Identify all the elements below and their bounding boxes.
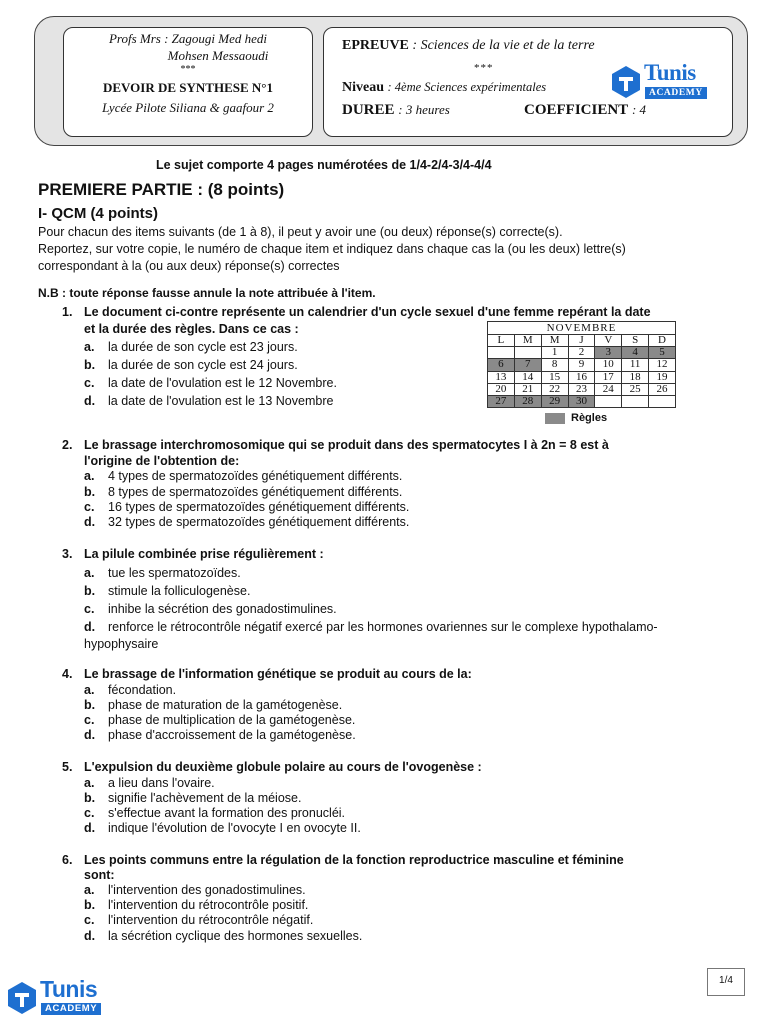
calendar-day: 25	[622, 383, 649, 395]
option-text: renforce le rétrocontrôle négatif exercé par les hormones ovariennes sur le complexe hypothalamo-	[108, 620, 658, 634]
coefficient-value: : 4	[631, 102, 647, 117]
calendar-day	[649, 395, 676, 407]
calendar-day: 24	[595, 383, 622, 395]
calendar-day: 11	[622, 359, 649, 371]
calendar-week	[488, 347, 676, 359]
tunis-academy-logo	[610, 62, 718, 104]
option-letter: c.	[84, 913, 95, 927]
option-text: stimule la folliculogenèse.	[108, 584, 251, 598]
option-letter: b.	[84, 898, 96, 912]
calendar-day-name: S	[622, 335, 649, 347]
calendar-day: 20	[488, 383, 515, 395]
calendar-day-name: J	[568, 335, 595, 347]
calendar-day-name: V	[595, 335, 622, 347]
niveau-value: : 4ème Sciences expérimentales	[387, 80, 547, 94]
option-letter: c.	[84, 500, 95, 514]
option-letter: a.	[84, 776, 95, 790]
option-text: 8 types de spermatozoïdes génétiquement différents.	[108, 485, 403, 499]
option-text: 4 types de spermatozoïdes génétiquement différents.	[108, 469, 403, 483]
epreuve-line	[342, 38, 595, 54]
option-text: phase d'accroissement de la gamétogenèse.	[108, 728, 356, 742]
option-letter: b.	[84, 485, 96, 499]
option-text: tue les spermatozoïdes.	[108, 566, 241, 580]
question-text-line: l'origine de l'obtention de:	[84, 454, 240, 468]
legend-label: Règles	[571, 412, 608, 424]
calendar-day	[488, 347, 515, 359]
calendar-day: 4	[622, 347, 649, 359]
calendar-day: 9	[568, 359, 595, 371]
question-number: 3.	[62, 547, 73, 561]
calendar-day: 23	[568, 383, 595, 395]
question-number: 4.	[62, 667, 73, 681]
calendar-day: 14	[514, 371, 541, 383]
option-text: la sécrétion cyclique des hormones sexuelles.	[108, 929, 363, 943]
logo-word: Tunis	[644, 60, 696, 85]
calendar-day-header	[488, 335, 676, 347]
question-number: 2.	[62, 438, 73, 452]
epreuve-label: EPREUVE	[342, 38, 409, 53]
question-text-line: Les points communs entre la régulation de la fonction reproductrice masculine et féminine	[84, 853, 624, 867]
calendar-day: 7	[514, 359, 541, 371]
question-text-line: sont:	[84, 868, 115, 882]
calendar-week	[488, 371, 676, 383]
calendar-day: 6	[488, 359, 515, 371]
niveau-line	[342, 80, 546, 96]
option-letter: b.	[84, 698, 96, 712]
calendar-day: 22	[541, 383, 568, 395]
page-number: 1/4	[707, 968, 745, 996]
question-text-line: Le brassage interchromosomique qui se produit dans des spermatocytes I à 2n = 8 est à	[84, 438, 609, 452]
calendar-month: NOVEMBRE	[487, 321, 676, 334]
option-letter: a.	[84, 340, 95, 354]
question-text-line: et la durée des règles. Dans ce cas :	[84, 322, 299, 336]
calendar-day: 8	[541, 359, 568, 371]
header-right-box	[323, 27, 733, 137]
option-letter: a.	[84, 566, 95, 580]
option-text: l'intervention du rétrocontrôle négatif.	[108, 913, 314, 927]
logo-mark-icon	[610, 64, 642, 100]
duree-value: : 3 heures	[398, 102, 450, 117]
calendar-day: 28	[514, 395, 541, 407]
calendar-day: 30	[568, 395, 595, 407]
calendar-day	[514, 347, 541, 359]
question-text-line: Le document ci-contre représente un calendrier d'un cycle sexuel d'une femme repérant la date	[84, 305, 651, 319]
calendar-day: 15	[541, 371, 568, 383]
epreuve-value: : Sciences de la vie et de la terre	[412, 38, 595, 53]
option-letter: c.	[84, 376, 95, 390]
option-text: la durée de son cycle est 23 jours.	[108, 340, 298, 354]
calendar-day: 16	[568, 371, 595, 383]
option-letter: d.	[84, 620, 96, 634]
option-letter: d.	[84, 821, 96, 835]
option-letter: d.	[84, 728, 96, 742]
header-stars: ***	[180, 64, 196, 75]
option-text: l'intervention des gonadostimulines.	[108, 883, 306, 897]
calendar-day: 26	[649, 383, 676, 395]
pages-note: Le sujet comporte 4 pages numérotées de 1/4-2/4-3/4-4/4	[156, 158, 492, 172]
calendar-day: 17	[595, 371, 622, 383]
option-text: indique l'évolution de l'ovocyte I en ovocyte II.	[108, 821, 361, 835]
calendar-week	[488, 383, 676, 395]
tunis-academy-footer-logo	[6, 978, 120, 1020]
option-letter: a.	[84, 683, 95, 697]
coefficient-label: COEFFICIENT	[524, 102, 629, 118]
exam-title: DEVOIR DE SYNTHESE N°1	[102, 80, 273, 95]
duree-label: DUREE	[342, 102, 395, 118]
option-text: inhibe la sécrétion des gonadostimulines.	[108, 602, 337, 616]
calendar-day: 18	[622, 371, 649, 383]
exam-header	[34, 16, 748, 146]
calendar-day: 3	[595, 347, 622, 359]
question-text-line: L'expulsion du deuxième globule polaire au cours de l'ovogenèse :	[84, 760, 482, 774]
option-text: s'effectue avant la formation des pronucléi.	[108, 806, 346, 820]
coefficient-line	[524, 102, 646, 119]
part-title: PREMIERE PARTIE : (8 points)	[38, 180, 285, 199]
calendar-week	[488, 359, 676, 371]
option-letter: b.	[84, 584, 96, 598]
option-text: 32 types de spermatozoïdes génétiquement différents.	[108, 515, 410, 529]
intro-line-1: Pour chacun des items suivants (de 1 à 8), il peut y avoir une (ou deux) réponse(s) correcte(s).	[38, 225, 563, 239]
legend-swatch	[545, 413, 565, 424]
option-text: signifie l'achèvement de la méiose.	[108, 791, 302, 805]
question-number: 1.	[62, 305, 73, 319]
calendar-day: 19	[649, 371, 676, 383]
intro-line-2: Reportez, sur votre copie, le numéro de chaque item et indiquez dans chaque cas la (ou les deux) lettre(s)	[38, 242, 626, 256]
option-text: fécondation.	[108, 683, 177, 697]
teachers-line-1: Profs Mrs : Zagougi Med hedi	[108, 31, 268, 46]
option-letter: d.	[84, 929, 96, 943]
option-letter: d.	[84, 394, 96, 408]
logo-subtitle: ACADEMY	[41, 1003, 101, 1015]
option-text: la date de l'ovulation est le 13 Novembre	[108, 394, 334, 408]
option-letter: b.	[84, 358, 96, 372]
calendar-day: 21	[514, 383, 541, 395]
header-left-box	[63, 27, 313, 137]
option-text: l'intervention du rétrocontrôle positif.	[108, 898, 309, 912]
option-letter: a.	[84, 469, 95, 483]
question-number: 5.	[62, 760, 73, 774]
option-letter: c.	[84, 602, 95, 616]
calendar-day: 27	[488, 395, 515, 407]
calendar-day	[622, 395, 649, 407]
calendar-day: 29	[541, 395, 568, 407]
question-text-line: Le brassage de l'information génétique se produit au cours de la:	[84, 667, 472, 681]
calendar-day-name: D	[649, 335, 676, 347]
option-letter: a.	[84, 883, 95, 897]
calendar-day: 1	[541, 347, 568, 359]
calendar-grid	[487, 334, 676, 408]
option-text: 16 types de spermatozoïdes génétiquement différents.	[108, 500, 410, 514]
calendar-day	[595, 395, 622, 407]
logo-mark-icon	[6, 980, 38, 1016]
option-text: la date de l'ovulation est le 12 Novembre.	[108, 376, 337, 390]
teachers-line-2: Mohsen Messaoudi	[167, 47, 269, 63]
calendar-day: 12	[649, 359, 676, 371]
calendar-day: 13	[488, 371, 515, 383]
duree-line	[342, 102, 450, 119]
calendar-week	[488, 395, 676, 407]
option-text: phase de multiplication de la gamétogenèse.	[108, 713, 356, 727]
option-letter: b.	[84, 791, 96, 805]
nb-note: N.B : toute réponse fausse annule la note attribuée à l'item.	[38, 286, 376, 300]
option-text: a lieu dans l'ovaire.	[108, 776, 215, 790]
calendar-day-name: M	[541, 335, 568, 347]
question-text-line: La pilule combinée prise régulièrement :	[84, 547, 324, 561]
option-letter: d.	[84, 515, 96, 529]
option-text-continuation: hypophysaire	[84, 637, 159, 651]
calendar-day-name: L	[488, 335, 515, 347]
calendar-day: 5	[649, 347, 676, 359]
calendar-day-name: M	[514, 335, 541, 347]
option-letter: c.	[84, 806, 95, 820]
option-text: la durée de son cycle est 24 jours.	[108, 358, 298, 372]
header-right-stars: ***	[474, 62, 494, 74]
logo-word: Tunis	[40, 976, 98, 1002]
calendar-day: 2	[568, 347, 595, 359]
option-letter: c.	[84, 713, 95, 727]
question-number: 6.	[62, 853, 73, 867]
niveau-label: Niveau	[342, 80, 384, 95]
section-title: I- QCM (4 points)	[38, 205, 158, 222]
logo-subtitle: ACADEMY	[645, 87, 707, 99]
calendar-day: 10	[595, 359, 622, 371]
school-name: Lycée Pilote Siliana & gaafour 2	[102, 99, 274, 115]
intro-line-3: correspondant à la (ou aux deux) réponse(s) correctes	[38, 259, 340, 273]
calendar	[487, 321, 676, 408]
option-text: phase de maturation de la gamétogenèse.	[108, 698, 343, 712]
